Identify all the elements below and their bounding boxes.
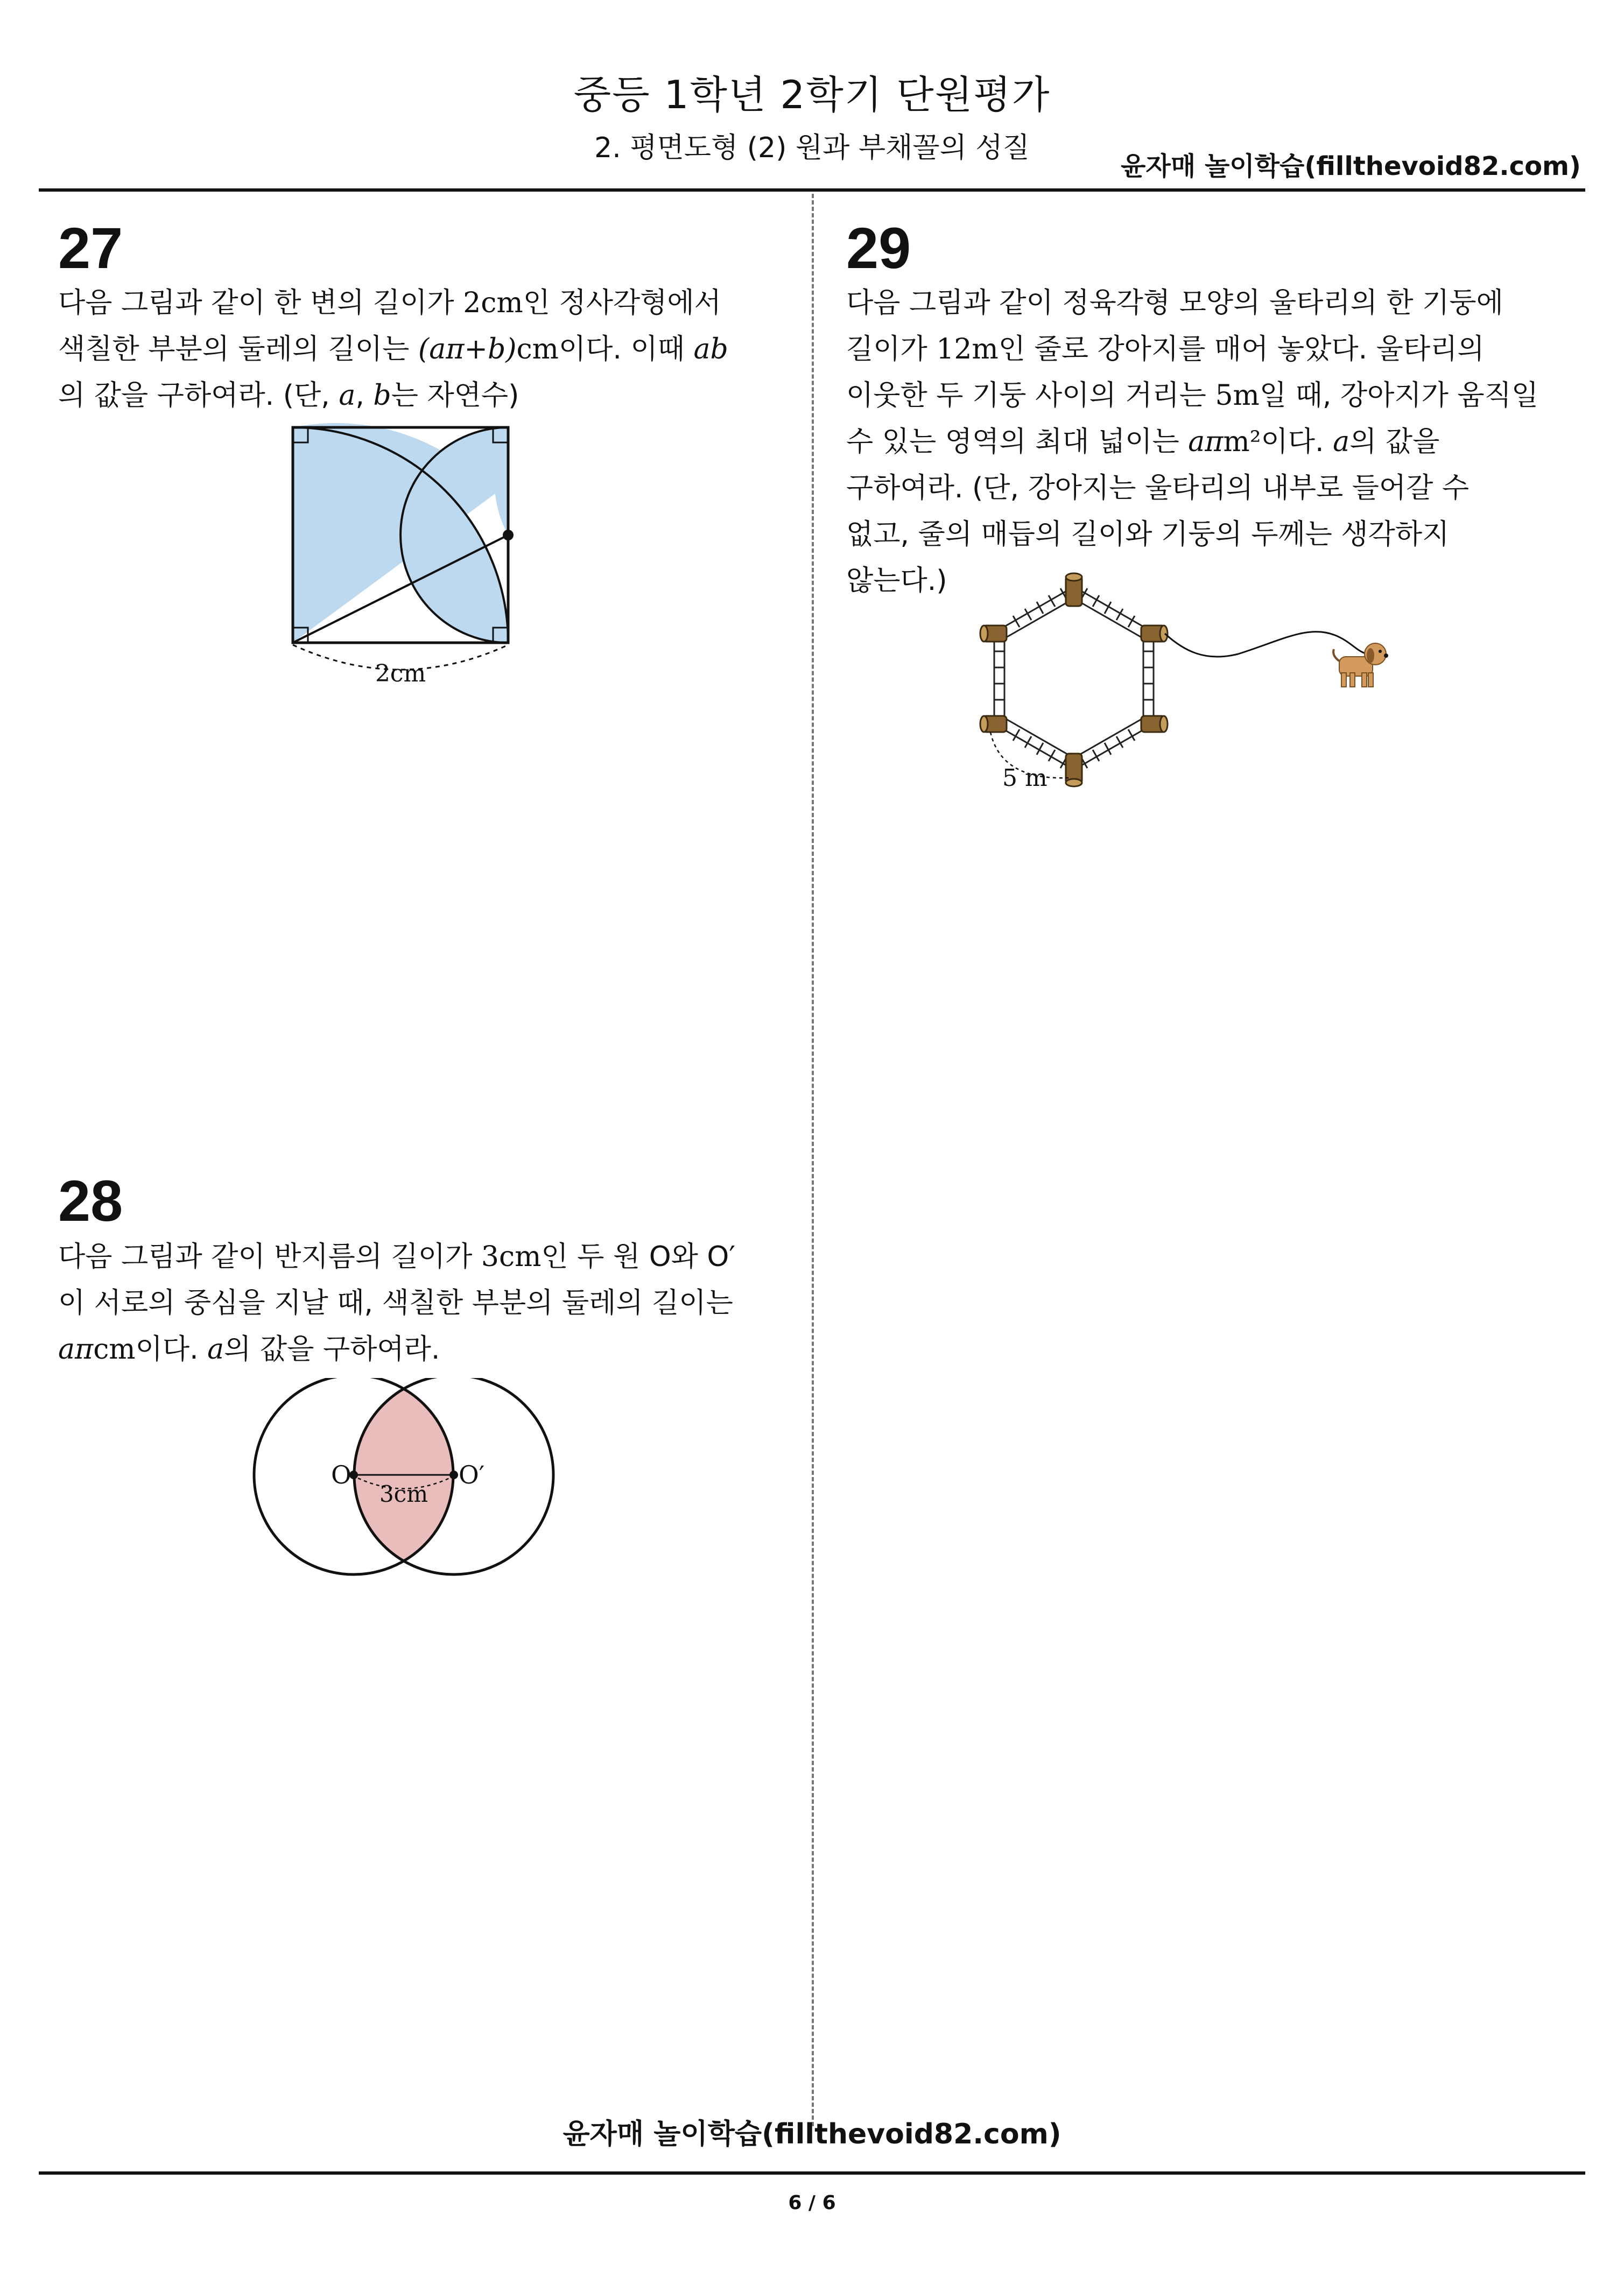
question-28-number: 28 [58,1168,123,1233]
question-29-number: 29 [846,215,911,280]
midpoint-dot [503,530,514,540]
footer-rule [39,2171,1585,2175]
page-title: 중등 1학년 2학기 단원평가 [573,72,1051,117]
question-28-figure [248,1378,560,1593]
question-27-figure [280,414,538,705]
label-o: O [331,1460,351,1489]
label-radius: 3cm [379,1481,428,1507]
question-28-text: 다음 그림과 같이 반지름의 길이가 3cm인 두 원 O와 O′이 서로의 중심을 지날 때, 색칠한 부분의 둘레의 길이는 aπcm이다. a의 값을 구하여라. [58,1241,736,1366]
column-divider [812,194,814,2126]
hexagon-fence [994,587,1154,770]
page-subtitle: 2. 평면도형 (2) 원과 부채꼴의 성질 [594,132,1030,164]
question-29-figure [958,565,1443,813]
rope [1165,631,1367,657]
fence-posts [980,573,1168,786]
question-27-text: 다음 그림과 같이 한 변의 길이가 2cm인 정사각형에서 색칠한 부분의 둘레의 길이는 (aπ+b)cm이다. 이때 ab 의 값을 구하여라. (단, a, b는 자연수) [58,287,728,412]
footer-brand: 윤자매 놀이학습(fillthevoid82.com) [563,2118,1061,2150]
header-rule [39,188,1585,192]
center-dot-o-prime [449,1471,458,1479]
label-o-prime: O′ [459,1460,485,1489]
side-length-label: 2cm [375,660,426,687]
page-number: 6 / 6 [788,2192,836,2214]
side-length-label: 5 m [1002,764,1047,792]
fence-rungs [994,588,1154,768]
question-29-text: 다음 그림과 같이 정육각형 모양의 울타리의 한 기둥에 길이가 12m인 줄로 강아지를 매어 놓았다. 울타리의 이웃한 두 기둥 사이의 거리는 5m일 때, 강아지가 움직일 수 있는 영역의 최대 넓이는 aπm²이다. a의 값을 구하여라. (단, 강아지는 울타리의 내부로 들어갈 수 없고, 줄의 매듭의 길이와 기둥의 두께는 생각하지 않는다.) [846,287,1539,597]
question-27-number: 27 [58,215,123,280]
dog-icon [1333,643,1388,687]
header-brand: 윤자매 놀이학습(fillthevoid82.com) [1121,151,1581,181]
